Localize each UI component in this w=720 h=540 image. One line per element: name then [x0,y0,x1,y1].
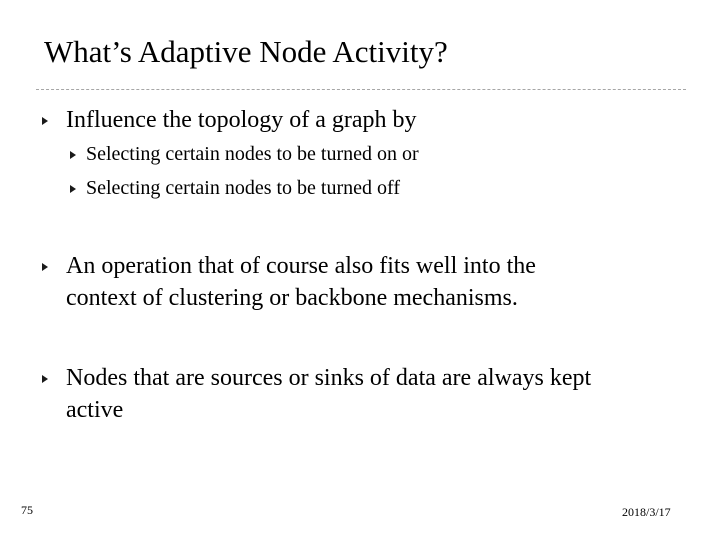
bullet-2-line-2: context of clustering or backbone mechanisms. [66,285,518,311]
triangle-right-icon [70,185,76,193]
triangle-right-icon [70,151,76,159]
slide-number: 75 [21,503,33,517]
sub-bullet-1: Selecting certain nodes to be turned on or [86,143,419,165]
sub-bullet-2: Selecting certain nodes to be turned off [86,177,400,199]
bullet-3-line-2: active [66,397,124,423]
triangle-right-icon [42,117,48,125]
slide-title: What’s Adaptive Node Activity? [44,34,448,69]
bullet-1-text: Influence the topology of a graph by [66,107,417,133]
bullet-2-line-1: An operation that of course also fits well into the [66,253,536,279]
triangle-right-icon [42,263,48,271]
title-divider [36,89,686,90]
triangle-right-icon [42,375,48,383]
slide-date: 2018/3/17 [622,505,671,519]
bullet-3-line-1: Nodes that are sources or sinks of data are always kept [66,365,592,391]
